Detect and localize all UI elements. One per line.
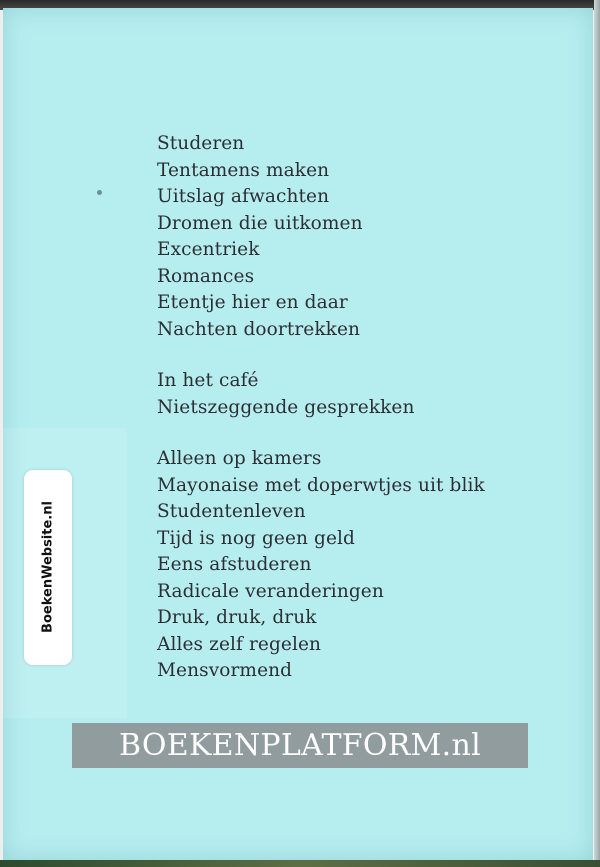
right-edge (594, 0, 600, 867)
text-line: Alles zelf regelen (157, 633, 322, 655)
text-line: Eens afstuderen (157, 554, 312, 575)
website-watermark-label (24, 470, 72, 665)
website-watermark-text: BoekenWebsite.nl (40, 501, 56, 633)
platform-watermark-banner (72, 723, 528, 768)
text-line: Mayonaise met doperwtjes uit blik (157, 474, 485, 496)
text-line: Druk, druk, druk (157, 607, 317, 628)
bottom-edge (0, 860, 600, 867)
text-line: Studeren (157, 133, 245, 154)
text-line: Nachten doortrekken (157, 318, 361, 340)
platform-watermark-text: BOEKENPLATFORM.nl (118, 728, 482, 763)
text-line: Uitslag afwachten (157, 186, 330, 207)
text-line: Romances (157, 265, 255, 287)
text-line: Mensvormend (157, 660, 293, 681)
text-line: In het café (157, 370, 259, 391)
text-line: Dromen die uitkomen (157, 212, 363, 234)
text-line: Tentamens maken (157, 159, 330, 181)
text-line: Tijd is nog geen geld (157, 527, 355, 549)
text-line: Alleen op kamers (157, 448, 322, 469)
text-line: Nietszeggende gesprekken (157, 396, 415, 418)
text-line: Radicale veranderingen (157, 580, 384, 602)
speck (97, 190, 102, 195)
text-line: Etentje hier en daar (157, 292, 348, 313)
cover-text (157, 131, 485, 685)
text-line: Studentenleven (157, 501, 306, 522)
text-line: Excentriek (157, 239, 260, 260)
